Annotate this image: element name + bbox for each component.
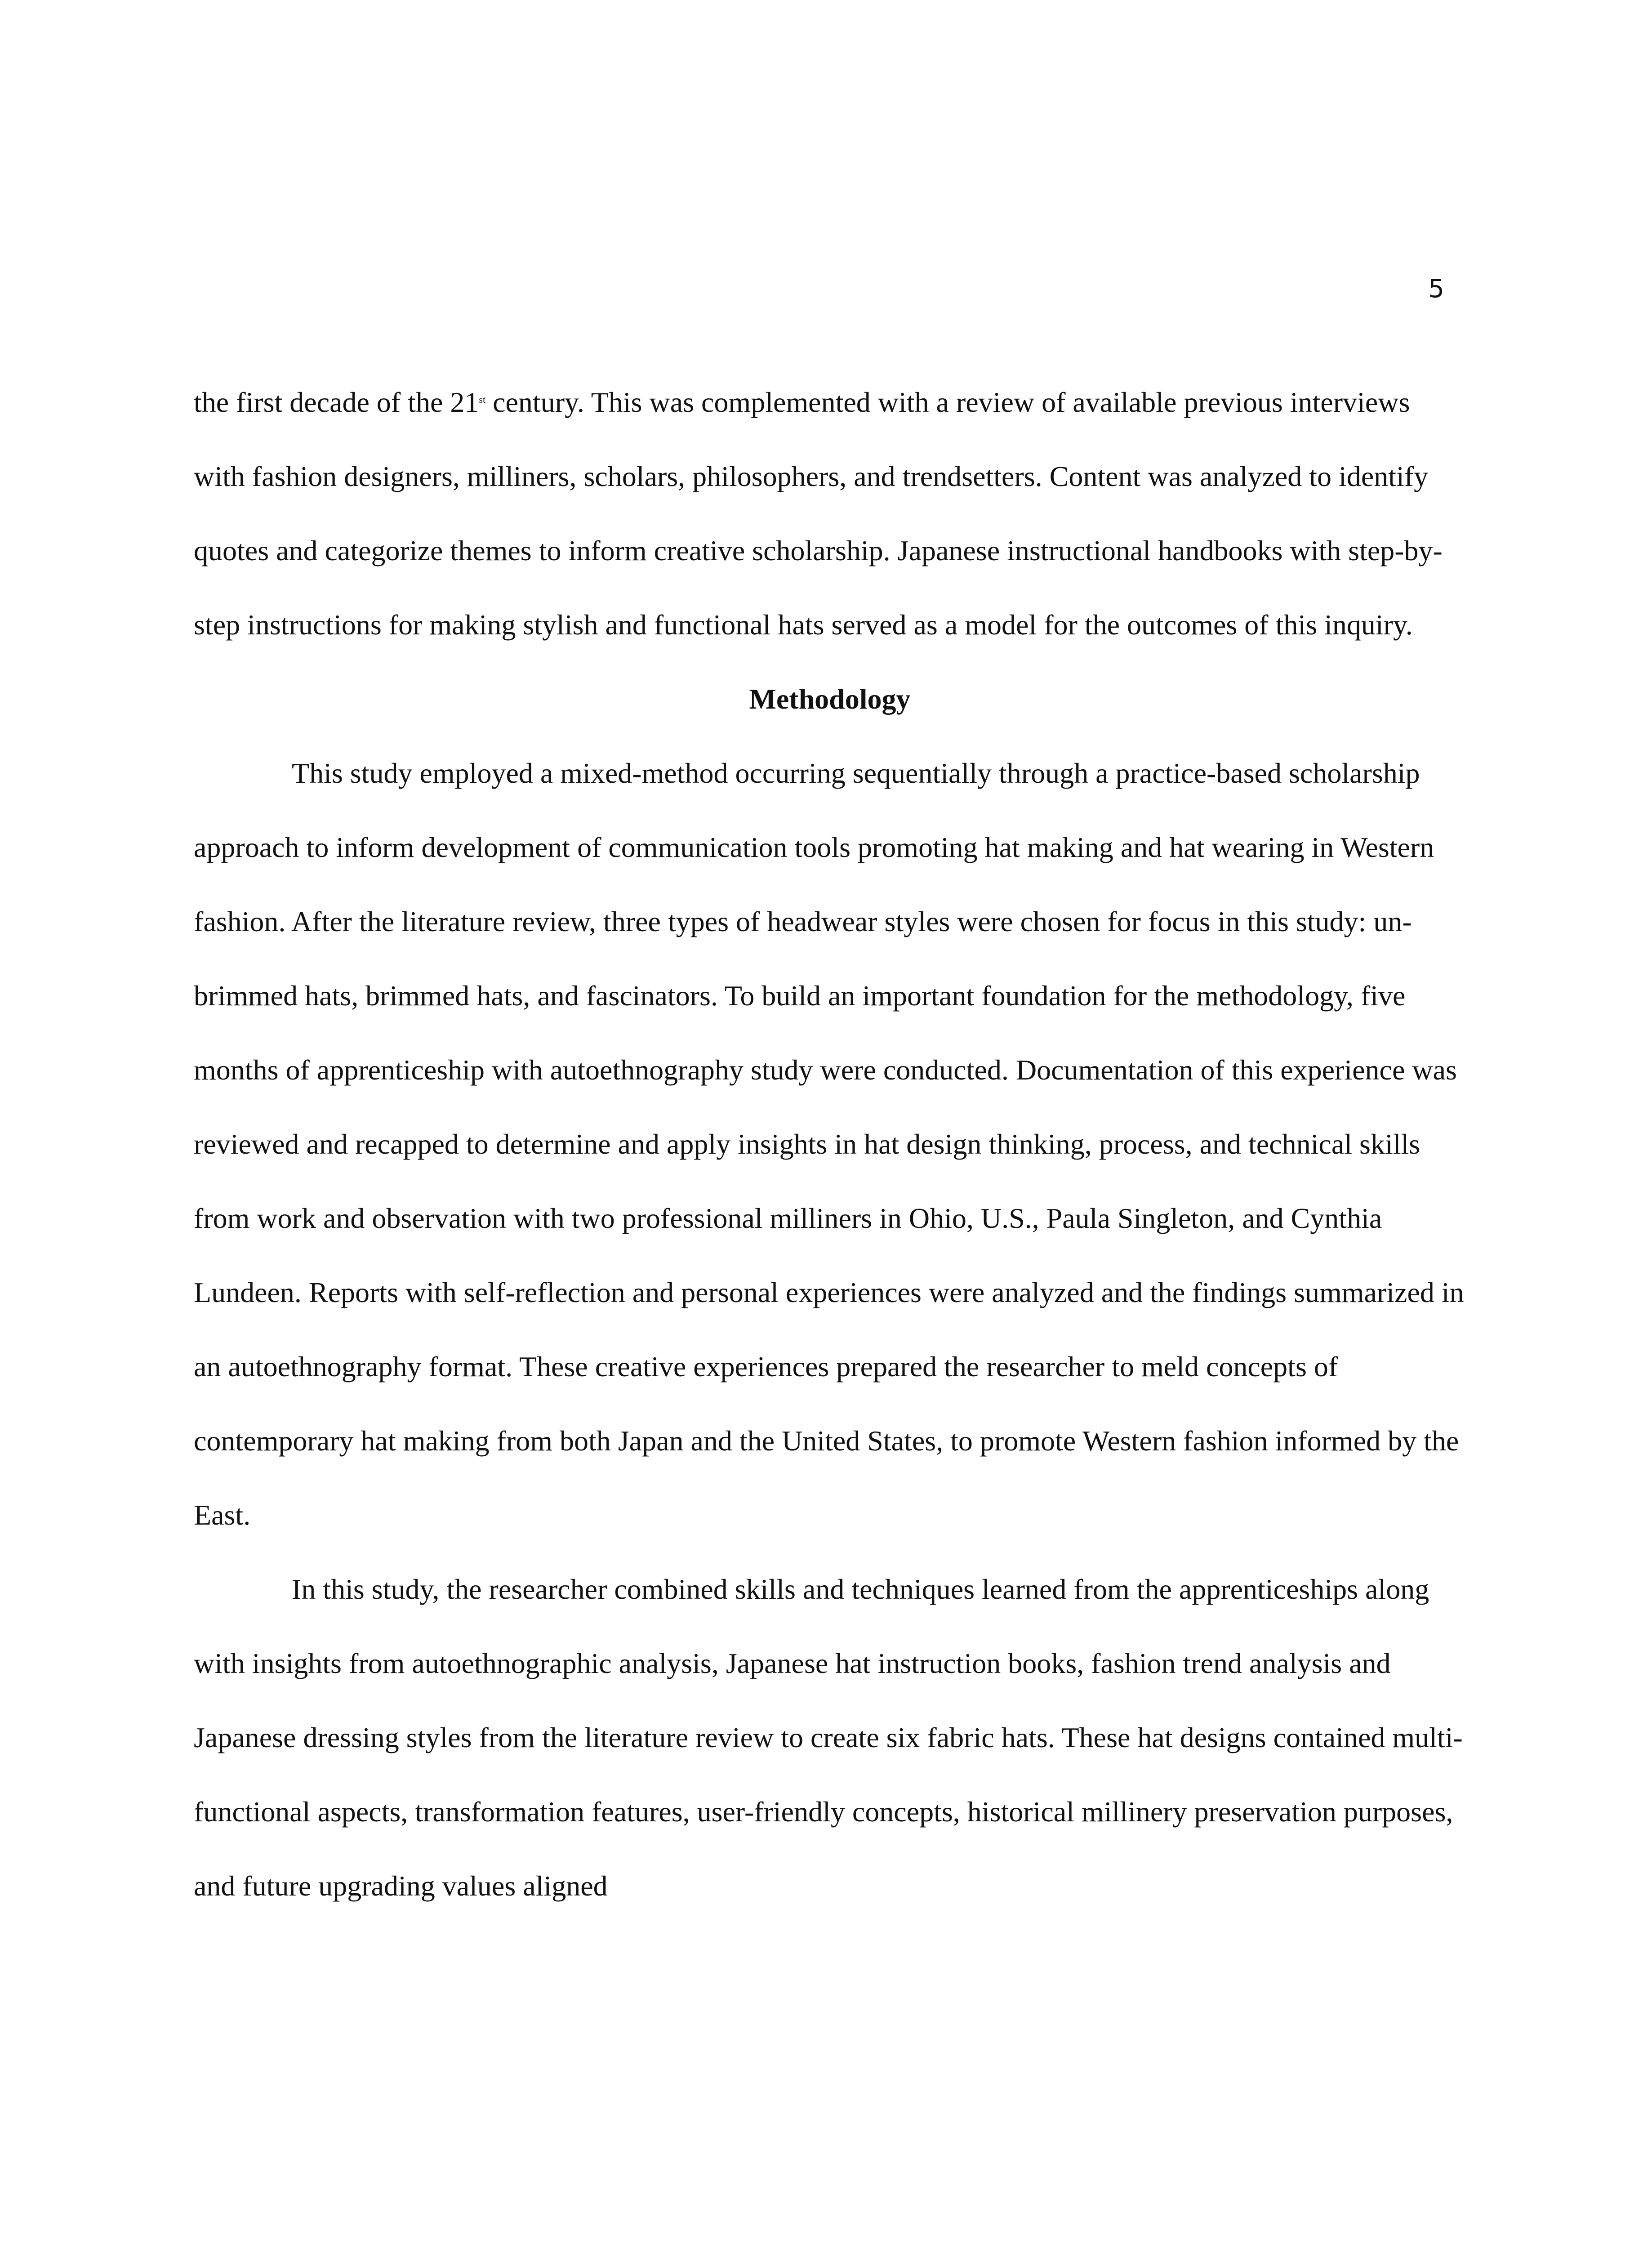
document-body: [194, 365, 1466, 1923]
paragraph-text-start: the first decade of the 21: [194, 386, 479, 418]
paragraph: This study employed a mixed-method occurring sequentially through a practice-based scholarship approach to inform development of communication tools promoting hat making and hat wearing in Western fashion. After the literature review, three types of headwear styles were chosen for focus in this study: un-brimmed hats, brimmed hats, and fascinators. To build an important foundation for the methodology, five months of apprenticeship with autoethnography study were conducted. Documentation of this experience was reviewed and recapped to determine and apply insights in hat design thinking, process, and technical skills from work and observation with two professional milliners in Ohio, U.S., Paula Singleton, and Cynthia Lundeen. Reports with self-reflection and personal experiences were analyzed and the findings summarized in an autoethnography format. These creative experiences prepared the researcher to meld concepts of contemporary hat making from both Japan and the United States, to promote Western fashion informed by the East.: [194, 757, 1464, 1531]
paragraph: In this study, the researcher combined skills and techniques learned from the apprenticeships along with insights from autoethnographic analysis, Japanese hat instruction books, fashion trend analysis and Japanese dressing styles from the literature review to create six fabric hats. These hat designs contained multi-functional aspects, transformation features, user-friendly concepts, historical millinery preservation purposes, and future upgrading values aligned: [194, 1573, 1463, 1902]
section-heading: Methodology: [749, 683, 911, 715]
paragraph-text-end: century. This was complemented with a review of available previous interviews with fashion designers, milliners, scholars, philosophers, and trendsetters. Content was analyzed to identify quotes and categorize themes to inform creative scholarship. Japanese instructional handbooks with step-by-step instructions for making stylish and functional hats served as a model for the outcomes of this inquiry.: [194, 386, 1443, 641]
page-number: 5: [1428, 274, 1444, 303]
ordinal-superscript: st: [479, 394, 486, 406]
paragraph-continuation: [194, 365, 1466, 662]
